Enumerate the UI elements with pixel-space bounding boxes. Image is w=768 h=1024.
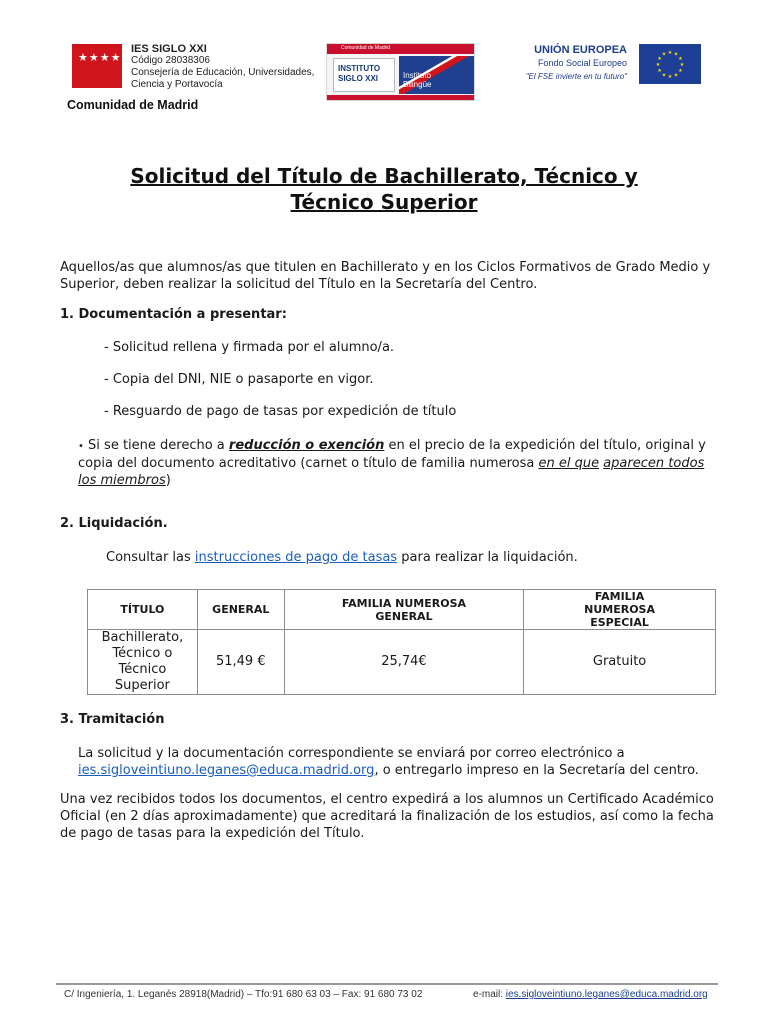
note-close: ) [165,473,171,488]
table-header-row [88,590,716,630]
bilingual-school-line2: SIGLO XXI [338,74,379,83]
intro-line2: Superior, deben realizar la solicitud del Título en la Secretaría del Centro. [60,277,538,292]
table-cell-fn-especial: Gratuito [524,630,716,695]
footer-email-link[interactable]: ies.sigloveintiuno.leganes@educa.madrid.org [505,989,708,1000]
closing-paragraph [60,791,720,842]
tramitacion-line2: , o entregarlo impreso en la Secretaría del centro. [374,763,699,778]
eu-flag-logo [639,44,701,84]
table-cell-general: 51,49 € [197,630,284,695]
svg-text:★: ★ [673,72,679,79]
svg-text:★: ★ [678,56,683,62]
note-text-pre: Si se tiene derecho a [88,438,229,453]
section1-heading: 1. Documentación a presentar: [60,307,287,322]
bilingual-school-logo [326,43,475,101]
payment-instructions [106,549,766,566]
table-cell-fn-general: 25,74€ [284,630,523,695]
note-bullet: • [78,441,84,452]
bilingual-label [403,71,431,89]
table-header: FAMILIA NUMEROSA ESPECIAL [524,590,716,630]
comunidad-label: Comunidad de Madrid [67,98,199,112]
note-underlined-1: en el que [538,456,600,471]
eu-title: UNIÓN EUROPEA [534,44,627,56]
school-info [131,43,314,91]
payment-text-post: para realizar la liquidación. [397,550,578,565]
bilingual-logo-top-text: Comunidad de Madrid [341,45,391,51]
intro-paragraph [60,259,720,293]
bilingual-label-line1: Instituto [403,71,432,80]
doc-item-3: - Resguardo de pago de tasas por expedición de título [104,404,457,419]
tramitacion-line1: La solicitud y la documentación correspondiente se enviará por correo electrónico a [78,746,625,761]
section2-heading: 2. Liquidación. [60,516,168,531]
document-title [80,163,688,215]
eu-info [505,44,627,85]
closing-line1: Una vez recibidos todos los documentos, el centro expedirá a los alumnos un Certificado Académico [60,792,714,807]
footer-email-label: e-mail: [473,989,506,1000]
svg-text:★: ★ [673,51,679,58]
note-underlined-3: los miembros [78,473,166,488]
note-line2-pre: copia del documento acreditativo (carnet o título de familia numerosa [78,456,539,471]
note-underlined-2: aparecen todos [603,456,705,471]
bilingual-flag-panel [399,56,474,94]
intro-line1: Aquellos/as que alumnos/as que titulen en Bachillerato y en los Ciclos Formativos de Grado Medio y [60,260,711,275]
reduction-note [78,437,728,489]
note-emphasis: reducción o exención [228,438,385,453]
closing-line3: de pago de tasas para la expedición del Título. [60,826,365,841]
table-cell-title: Bachillerato, Técnico o Técnico Superior [88,630,198,695]
svg-text:★: ★ [678,68,683,74]
school-code: Código 28038306 [131,55,210,66]
svg-text:★: ★ [661,51,667,58]
footer-email [473,989,708,1000]
eu-motto: "El FSE invierte en tu futuro" [525,72,627,81]
doc-item-2: - Copia del DNI, NIE o pasaporte en vigor. [104,372,374,387]
tramitacion-paragraph [78,745,738,779]
table-header: GENERAL [197,590,284,630]
eu-stars-icon [639,44,701,84]
payment-instructions-link[interactable]: instrucciones de pago de tasas [194,550,398,565]
bilingual-label-line2: Bilingüe [403,80,432,89]
payment-text-pre: Consultar las [106,550,195,565]
closing-line2: Oficial (en 2 días aproximadamente) que acreditará la finalización de los estudios, así como la fecha [60,809,714,824]
bilingual-school-line1: INSTITUTO [338,64,381,73]
svg-text:★: ★ [667,74,673,80]
svg-text:★: ★ [667,50,673,56]
school-dept-line1: Consejería de Educación, Universidades, [131,67,315,78]
note-text-mid: en el precio de la expedición del título, original y [384,438,706,453]
title-line1: Solicitud del Título de Bachillerato, Técnico y [130,164,638,188]
madrid-stars-icon: ★★★★★★★ [78,51,155,64]
footer-divider [56,983,718,985]
school-name: IES SIGLO XXI [131,43,207,55]
table-row [88,630,716,695]
comunidad-madrid-flag-logo [72,44,155,88]
title-line2: Técnico Superior [290,190,478,214]
table-header: FAMILIA NUMEROSA GENERAL [284,590,523,630]
footer-address: C/ Ingeniería, 1. Leganés 28918(Madrid) – Tfo:91 680 63 03 – Fax: 91 680 73 02 [64,989,423,1000]
svg-text:★: ★ [655,62,661,68]
school-dept-line2: Ciencia y Portavocía [131,79,223,90]
svg-text:★: ★ [661,72,667,79]
svg-text:★: ★ [657,56,662,62]
fees-table [87,589,716,695]
svg-text:★: ★ [657,68,662,74]
doc-item-1: - Solicitud rellena y firmada por el alumno/a. [104,340,395,355]
school-email-link[interactable]: ies.sigloveintiuno.leganes@educa.madrid.org [78,763,375,778]
eu-fund: Fondo Social Europeo [537,58,627,68]
section3-heading: 3. Tramitación [60,712,165,727]
svg-text:★: ★ [679,62,685,68]
table-header: TÍTULO [88,590,198,630]
bilingual-logo-school [333,58,395,92]
